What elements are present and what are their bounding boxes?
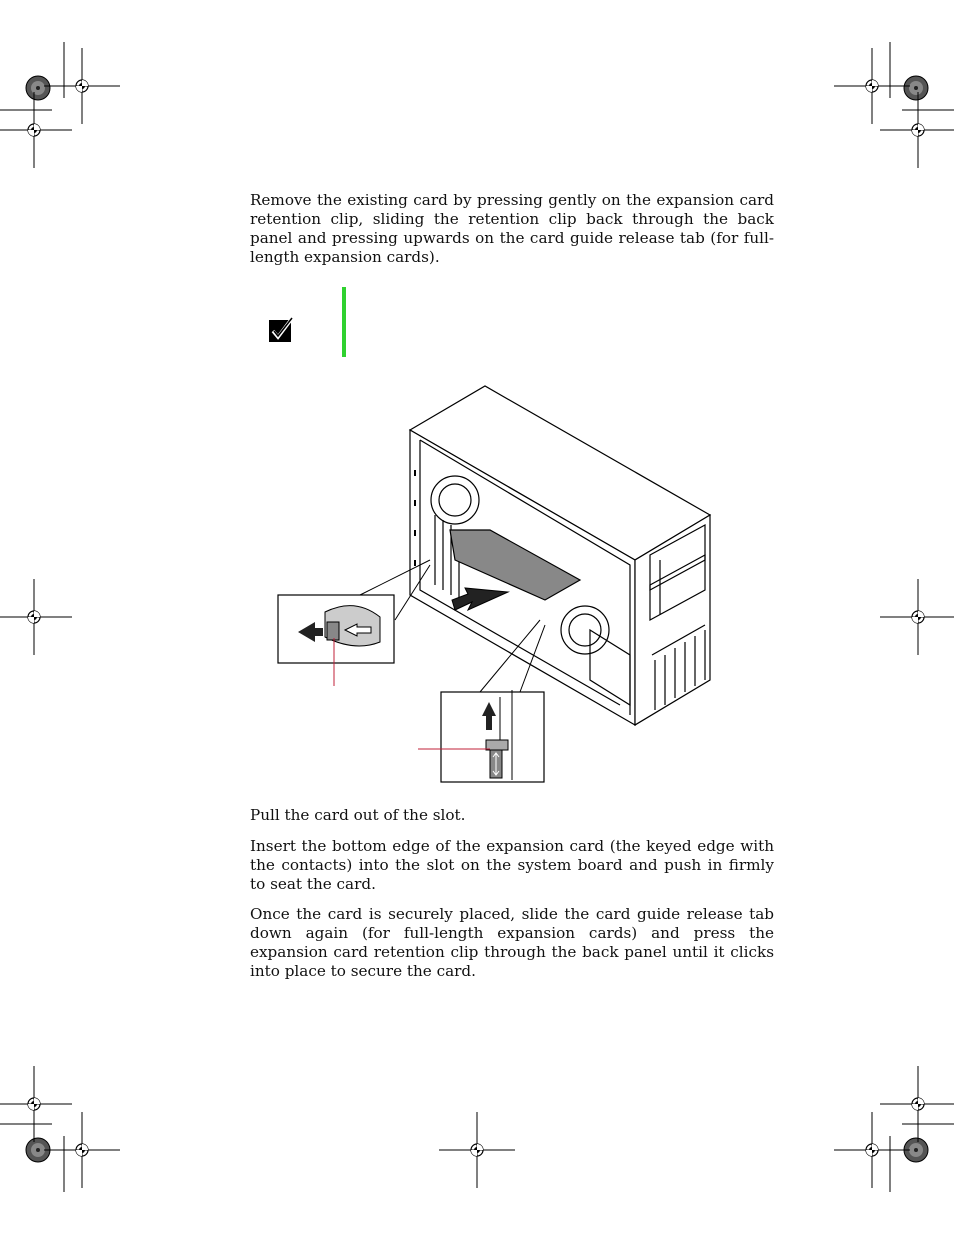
step-secure-paragraph: Once the card is securely placed, slide the card guide release tab down again (for full-length expansion cards) and press the expansion card retention clip through the back panel until it clicks into place to secure the card. xyxy=(250,905,774,980)
step-pull-paragraph: Pull the card out of the slot. xyxy=(250,806,466,824)
intro-paragraph: Remove the existing card by pressing gently on the expansion card retention clip, sliding the retention clip back through the back panel and pressing upwards on the card guide release tab (for full-length expansion cards). xyxy=(250,191,774,266)
step-insert-paragraph: Insert the bottom edge of the expansion card (the keyed edge with the contacts) into the slot on the system board and push in firmly to seat the card. xyxy=(250,837,774,893)
note-bar xyxy=(342,287,346,357)
checkmark-note-icon xyxy=(268,316,296,344)
expansion-card-removal-illustration xyxy=(270,380,730,790)
